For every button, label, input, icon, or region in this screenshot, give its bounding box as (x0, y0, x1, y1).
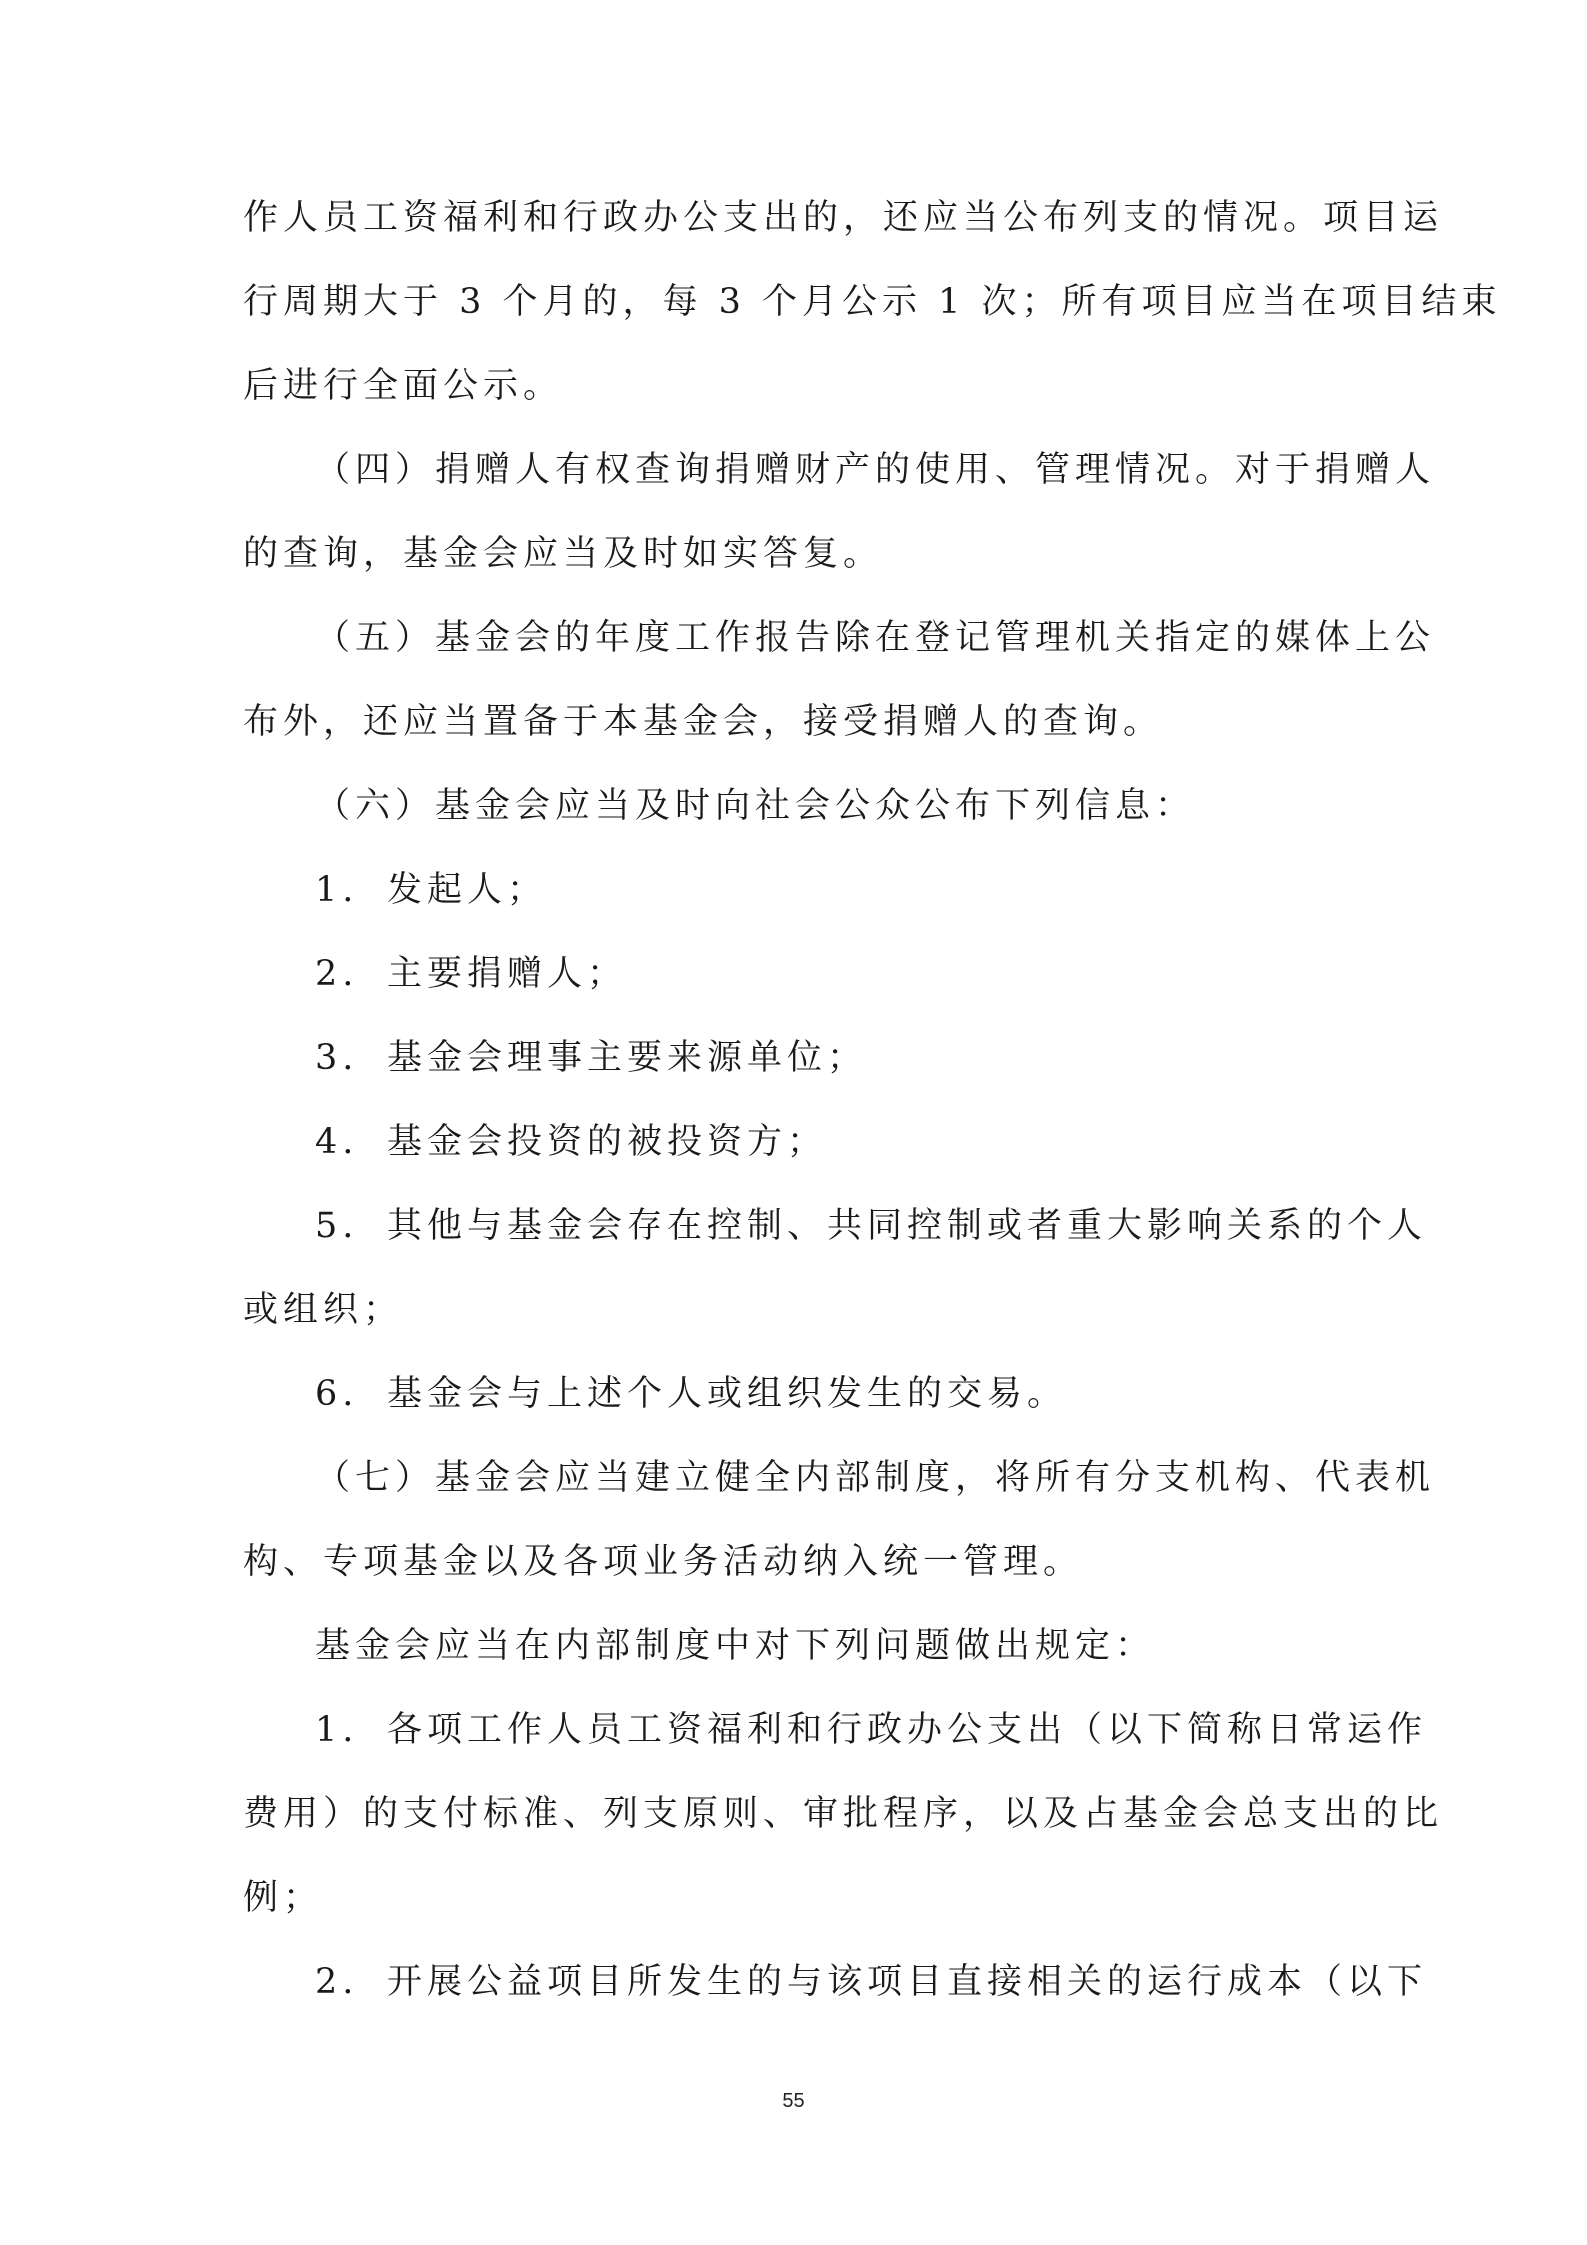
list-item: 6. 基金会与上述个人或组织发生的交易。 (315, 1374, 1068, 1414)
text-line: 费用）的支付标准、列支原则、审批程序，以及占基金会总支出的比 (243, 1794, 1444, 1834)
text-line: 例； (243, 1878, 324, 1918)
list-item: 2. 开展公益项目所发生的与该项目直接相关的运行成本（以下 (315, 1962, 1428, 2002)
paragraph-line: 基金会应当在内部制度中对下列问题做出规定： (315, 1626, 1156, 1666)
text-line: 的查询，基金会应当及时如实答复。 (243, 534, 884, 574)
text-line: 行周期大于 3 个月的，每 3 个月公示 1 次；所有项目应当在项目结束 (243, 282, 1502, 322)
paragraph-five-line: （五）基金会的年度工作报告除在登记管理机关指定的媒体上公 (315, 618, 1436, 658)
paragraph-four-line: （四）捐赠人有权查询捐赠财产的使用、管理情况。对于捐赠人 (315, 450, 1436, 490)
paragraph-seven-line: （七）基金会应当建立健全内部制度，将所有分支机构、代表机 (315, 1458, 1436, 1498)
text-line: 后进行全面公示。 (243, 366, 564, 406)
text-line: 构、专项基金以及各项业务活动纳入统一管理。 (243, 1542, 1084, 1582)
list-item: 5. 其他与基金会存在控制、共同控制或者重大影响关系的个人 (315, 1206, 1428, 1246)
paragraph-six-line: （六）基金会应当及时向社会公众公布下列信息： (315, 786, 1196, 826)
page-number: 55 (782, 2090, 805, 2112)
text-line: 布外，还应当置备于本基金会，接受捐赠人的查询。 (243, 702, 1164, 742)
list-item: 2. 主要捐赠人； (315, 954, 628, 994)
list-item: 4. 基金会投资的被投资方； (315, 1122, 828, 1162)
text-line: 作人员工资福利和行政办公支出的，还应当公布列支的情况。项目运 (243, 198, 1444, 238)
text-line: 或组织； (243, 1290, 404, 1330)
list-item: 1. 发起人； (315, 870, 548, 910)
list-item: 3. 基金会理事主要来源单位； (315, 1038, 868, 1078)
list-item: 1. 各项工作人员工资福利和行政办公支出（以下简称日常运作 (315, 1710, 1428, 1750)
